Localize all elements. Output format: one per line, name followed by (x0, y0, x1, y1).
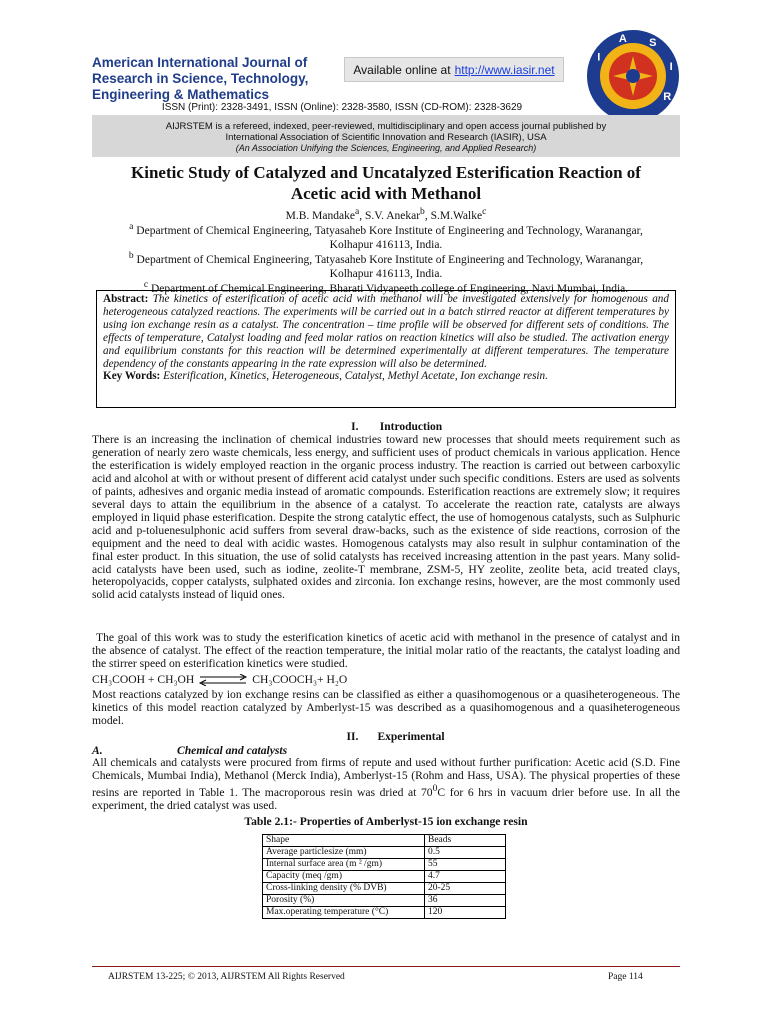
abstract-box (96, 290, 676, 408)
journal-name-line-3: Engineering & Mathematics (92, 87, 270, 102)
footer-rule (92, 966, 680, 967)
logo-letter: S (649, 36, 657, 49)
affiliation-a: $^a$ Department of Chemical Engineering, Tatyasaheb Kore Institute of Engineering and Technology, Waranangar, Kolhapur 416113, India. (92, 220, 680, 252)
section-title: Experimental (377, 731, 445, 743)
paper-title-line-2: Acetic acid with Methanol (290, 184, 482, 203)
logo-letter: I (597, 51, 601, 64)
introduction-paragraph-1: There is an increasing the inclination of chemical industries toward new processes that should meets requirement such as generation of nearly zero waste chemicals, less energy, and sufficient uses of product chemicals in various application. Hence the esterification is widely employed reaction in the organic process industry. The reaction is carried out between carboxylic acid and alcohol at with or without present of different acid catalyst under such specific conditions. Esters are used as solvents of paints, adhesives and organic media instead of aromatic compounds. Esterification reactions are extremely slow; it requires several days to attain the equilibrium in the absence of a catalyst. To accelerate the reaction rate, catalysts are always employed in liquid phase esterification. Despite the strong catalytic effect, the use of homogenous catalysts, such as Sulphuric acid and p-toluenesulphonic acid suffers from several draw-backs, such as the existence of side reactions, corrosion of the equipment and the need to deal with acidic wastes. Homogenous catalysts may also result in sulphur contamination of the final ester product. In this situation, the use of solid catalysts has received increasing attention in the past years. Many solid-acid catalysts have been used, such as iodine, zeolite-T membrane, ZSM-5, HY zeolite, zeolite beta, acid treated clays, heteropolyacids, copper catalysts, sulphated oxides and zirconia. Ion exchange resins, however, are the most commonly used solid acid catalysts instead of liquid ones. (92, 433, 680, 602)
section-number: II. (346, 731, 359, 743)
table-row (263, 907, 506, 919)
property-value-cell: 55 (425, 859, 506, 871)
footer-copyright: AIJRSTEM 13-225; © 2013, AIJRSTEM All Rights Reserved (108, 972, 345, 982)
equation-reactants: CH₃COOH + CH₃OH (92, 673, 195, 686)
property-name-cell: Shape (263, 835, 425, 847)
journal-name-line-2: Research in Science, Technology, (92, 71, 309, 86)
affiliation-b: $^b$ Department of Chemical Engineering, Tatyasaheb Kore Institute of Engineering and Technology, Waranangar, Kolhapur 416113, India. (92, 249, 680, 281)
experimental-paragraph: All chemicals and catalysts were procured from firms of repute and used without further purification: Acetic acid (S.D. Fine Chemicals, Mumbai India), Methanol (Merck India), Amberlyst-15 (Rohm and Hass, USA). The physical properties of these resins are reported in Table 1. The macroporous resin was dried at $70^0C$ for 6 hrs in vacuum drier before use. In all the experiment, the dried catalyst was used. (92, 756, 680, 812)
property-value-cell: 20-25 (425, 883, 506, 895)
issn-line: ISSN (Print): 2328-3491, ISSN (Online): 2328-3580, ISSN (CD-ROM): 2328-3629 (161, 102, 523, 113)
table-row (263, 847, 506, 859)
author-c: S.M.Walke (430, 209, 483, 222)
property-value-cell: 0.5 (425, 847, 506, 859)
affiliation-b-line-2: Kolhapur 416113, India. (329, 267, 443, 280)
property-value-cell: 120 (425, 907, 506, 919)
author-b: S.V. Anekar (364, 209, 421, 222)
journal-banner (92, 115, 680, 157)
banner-line-2: International Association of Scientific Innovation and Research (IASIR), USA (225, 132, 547, 143)
introduction-paragraph-3: Most reactions catalyzed by ion exchange resins can be classified as either a quasihomogenous or a quasiheterogeneous. The kinetics of this model reaction catalyzed by Amberlyst-15 was described as a quasihomogenous and a quasiheterogeneous model. (92, 688, 680, 727)
keywords-text: Esterification, Kinetics, Heterogeneous, Catalyst, Methyl Acetate, Ion exchange resin. (163, 370, 548, 383)
table-row (263, 871, 506, 883)
paper-title-line-1: Kinetic Study of Catalyzed and Uncatalyzed Esterification Reaction of (131, 163, 641, 182)
introduction-paragraph-2: The goal of this work was to study the esterification kinetics of acetic acid with methanol in the presence of catalyst and in the absence of catalyst. The effect of the reaction temperature, the initial molar ratio of the reactants, the catalyst loading and the stirrer speed on esterification kinetics were studied. (92, 631, 680, 670)
availability-label: Available online at (353, 62, 451, 77)
keywords-label: Key Words: (103, 370, 161, 383)
property-value-cell: 36 (425, 895, 506, 907)
section-title: Introduction (379, 421, 443, 433)
banner-line-3: (An Association Unifying the Sciences, Engineering, and Applied Research) (235, 143, 537, 153)
affiliation-a-line-1: Department of Chemical Engineering, Tatyasaheb Kore Institute of Engineering and Technology, Waranangar, (136, 224, 643, 237)
journal-name-line-1: American International Journal of (92, 55, 308, 70)
journal-url-link[interactable]: http://www.iasir.net (454, 62, 555, 77)
logo-letter: I (669, 60, 673, 73)
equilibrium-arrow-icon (198, 674, 248, 686)
property-value-cell: Beads (425, 835, 506, 847)
affiliation-b-line-1: Department of Chemical Engineering, Tatyasaheb Kore Institute of Engineering and Technology, Waranangar, (136, 253, 644, 266)
property-name-cell: Max.operating temperature (°C) (263, 907, 425, 919)
section-heading-introduction (92, 421, 680, 433)
affiliation-a-line-2: Kolhapur 416113, India. (329, 238, 443, 251)
logo-letter: A (618, 32, 627, 45)
subsection-letter: A. (92, 744, 103, 757)
table-row (263, 835, 506, 847)
logo-letter: R (663, 90, 672, 103)
banner-line-1: AIJRSTEM is a refereed, indexed, peer-reviewed, multidisciplinary and open access journal published by (165, 121, 607, 132)
property-value-cell: 4.7 (425, 871, 506, 883)
affiliation-c-line: Department of Chemical Engineering, Bharati Vidyapeeth college of Engineering, Navi Mumbai, India. (150, 282, 629, 295)
author-a: M.B. Mandake (285, 209, 355, 222)
journal-name (92, 55, 342, 103)
reaction-equation (92, 673, 347, 687)
subsection-title: Chemical and catalysts (177, 744, 288, 757)
availability-box (344, 57, 564, 82)
section-number: I. (351, 421, 359, 433)
property-name-cell: Capacity (meq /gm) (263, 871, 425, 883)
paper-title (92, 162, 680, 204)
property-name-cell: Average particlesize (mm) (263, 847, 425, 859)
abstract-text: The kinetics of esterification of acetic acid with methanol will be investigated extensively for homogenous and heterogeneous catalyzed reactions. The experiments will be carried out in a batch stirred reactor at different temperatures by using ion exchange resin as a catalyst. The concentration – time profile will be observed for different sets of conditions. The effects of temperature, Catalyst loading and feed molar ratios on reaction kinetics will also be studied. The activation energy and equilibrium constants for this reaction will be determined experimentally at different temperatures. The temperature dependency of the constants appearing in the rate expression will also be determined. (103, 293, 669, 370)
author-list: M.B. Mandake$^a$, S.V. Anekar$^b$, S.M.Walke$^c$ (285, 206, 487, 222)
property-name-cell: Cross-linking density (% DVB) (263, 883, 425, 895)
property-name-cell: Internal surface area (m ² /gm) (263, 859, 425, 871)
iasir-logo (585, 28, 681, 124)
page-number: Page 114 (608, 972, 643, 982)
properties-table (262, 834, 506, 919)
table-row (263, 859, 506, 871)
abstract-label: Abstract: (103, 293, 149, 305)
property-name-cell: Porosity (%) (263, 895, 425, 907)
section-heading-experimental (92, 731, 680, 743)
table-caption: Table 2.1:- Properties of Amberlyst-15 ion exchange resin (244, 815, 528, 828)
table-row (263, 883, 506, 895)
table-row (263, 895, 506, 907)
equation-products: CH₃COOCH₃+ H₂O (252, 673, 348, 686)
affiliation-c: $^c$ Department of Chemical Engineering, Bharati Vidyapeeth college of Engineering, Navi Mumbai, India. (143, 279, 629, 295)
